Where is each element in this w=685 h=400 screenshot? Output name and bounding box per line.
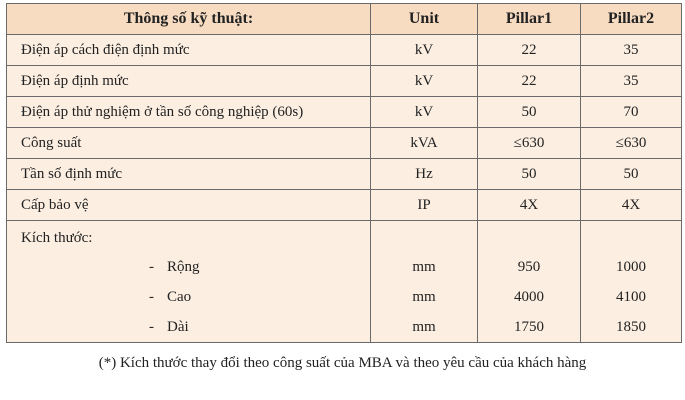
unit-cell: kV [371,97,478,128]
param-cell: Điện áp cách điện định mức [7,35,371,66]
table-row [7,35,682,66]
size-label: Cao [167,289,192,305]
spacer [478,221,580,252]
size-item-width [21,252,370,282]
size-param-cell [7,221,371,343]
size-unit-cell [371,221,478,343]
pillar2-cell: 35 [581,66,682,97]
pillar1-cell: 50 [478,159,581,190]
param-cell: Điện áp thử nghiệm ở tần số công nghiệp (60s) [7,97,371,128]
unit-cell: kV [371,66,478,97]
size-label: Rộng [167,259,200,275]
param-cell: Điện áp định mức [7,66,371,97]
pillar1-cell: 22 [478,66,581,97]
pillar2-cell: 1850 [616,319,646,335]
param-cell: Công suất [7,128,371,159]
param-cell: Cấp bảo vệ [7,190,371,221]
header-unit: Unit [371,4,478,35]
unit-cell: Hz [371,159,478,190]
dash-mark: - [149,319,154,335]
unit-cell: IP [371,190,478,221]
size-title: Kích thước: [21,230,93,246]
header-row [7,4,682,35]
footnote: (*) Kích thước thay đổi theo công suất của MBA và theo yêu cầu của khách hàng [98,355,587,371]
pillar2-cell: 4100 [616,289,646,305]
pillar1-cell: 4X [478,190,581,221]
pillar2-cell: ≤630 [581,128,682,159]
header-pillar2: Pillar2 [581,4,682,35]
spacer [371,221,477,252]
size-item-length [21,312,370,342]
param-cell: Tần số định mức [7,159,371,190]
unit-cell: kV [371,35,478,66]
header-pillar1: Pillar1 [478,4,581,35]
size-row [7,221,682,343]
dash-mark: - [149,259,154,275]
table-row [7,66,682,97]
unit-cell: mm [412,259,436,275]
table-row [7,97,682,128]
pillar2-cell: 70 [581,97,682,128]
pillar1-cell: 950 [517,259,541,275]
unit-cell: kVA [371,128,478,159]
pillar1-cell: 4000 [514,289,544,305]
unit-cell: mm [412,319,436,335]
pillar2-cell: 35 [581,35,682,66]
header-param: Thông số kỹ thuật: [7,4,371,35]
spec-table [6,3,682,343]
pillar1-cell: ≤630 [478,128,581,159]
pillar2-cell: 4X [581,190,682,221]
dash-mark: - [149,289,154,305]
size-pillar1-cell [478,221,581,343]
unit-cell: mm [412,289,436,305]
pillar2-cell: 1000 [616,259,646,275]
pillar1-cell: 1750 [514,319,544,335]
size-item-height [21,282,370,312]
pillar2-cell: 50 [581,159,682,190]
size-pillar2-cell [581,221,682,343]
spacer [581,221,681,252]
pillar1-cell: 22 [478,35,581,66]
size-label: Dài [167,319,189,335]
table-row [7,159,682,190]
pillar1-cell: 50 [478,97,581,128]
table-row [7,190,682,221]
table-row [7,128,682,159]
